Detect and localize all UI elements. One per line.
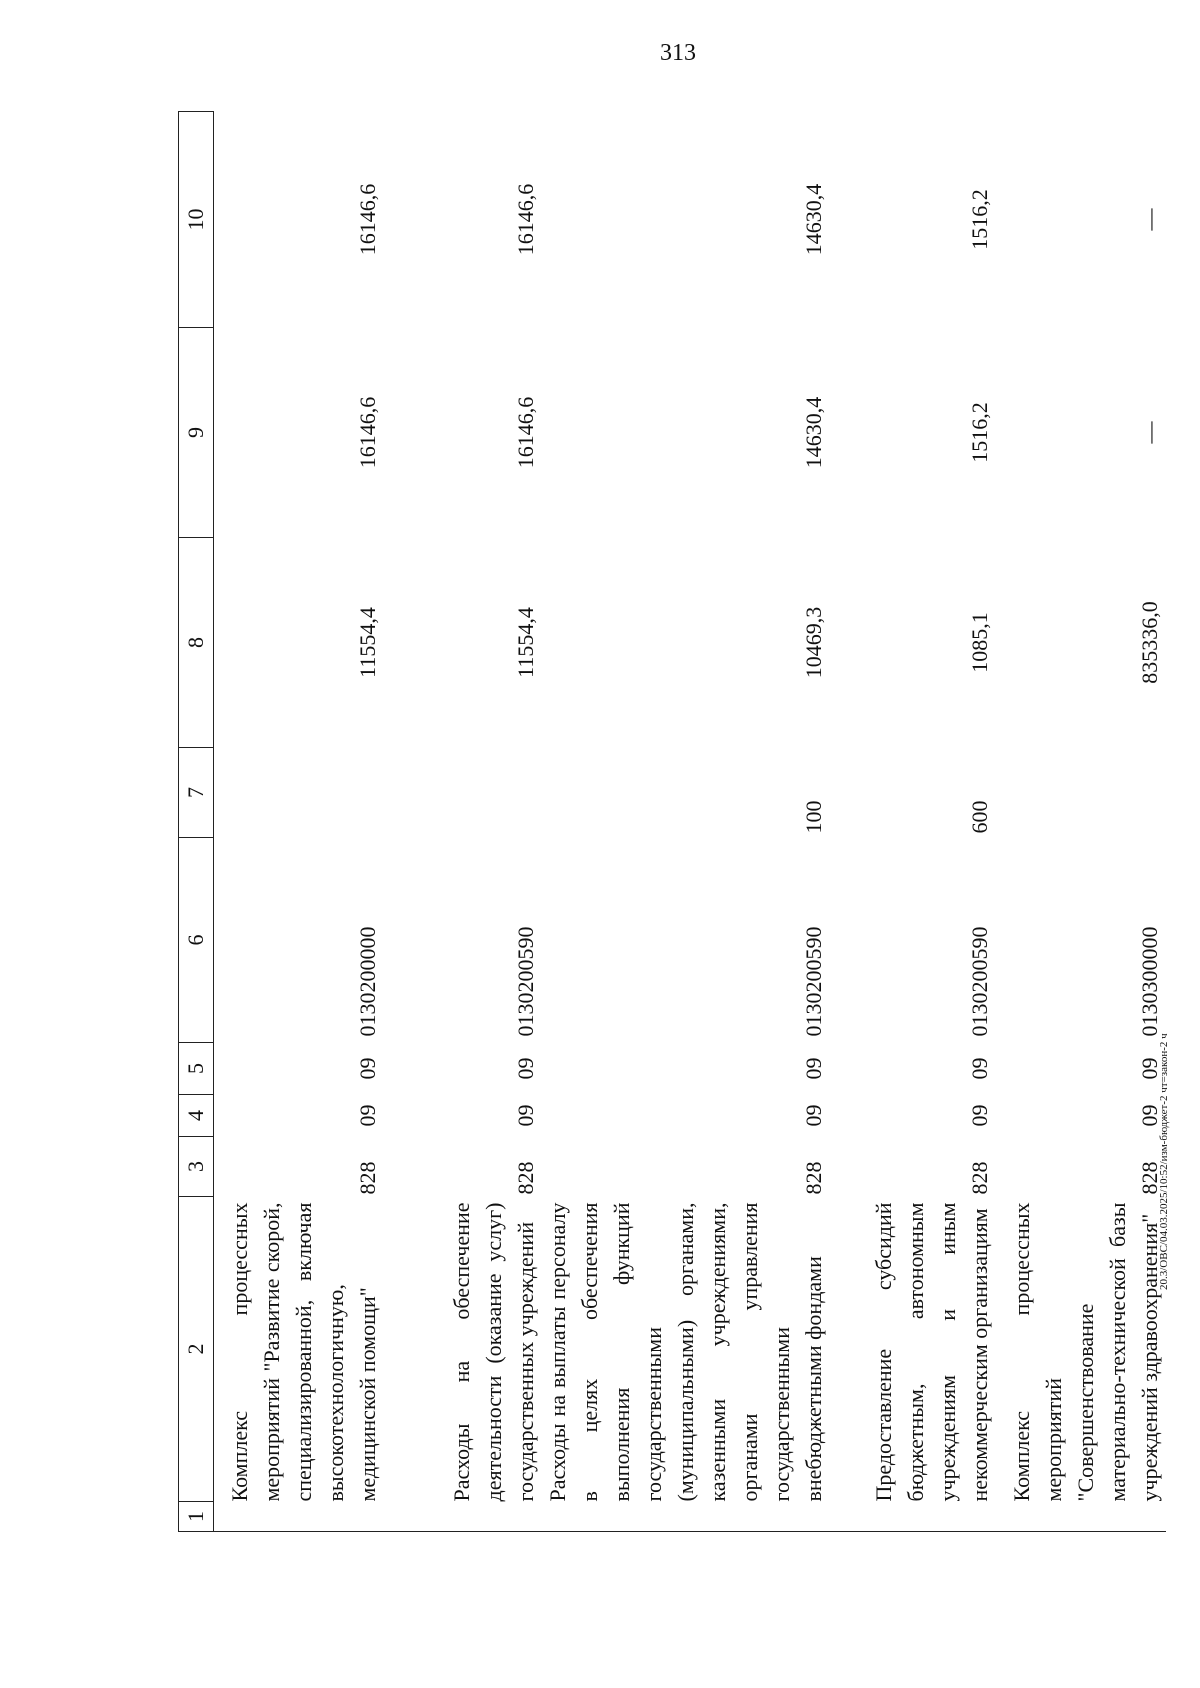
cell-col-10: —: [1136, 208, 1162, 231]
cell-name: Комплекс процессных мероприятий "Совершенствование материально-технической базы учреждений здравоохранения": [1008, 1202, 1162, 1502]
page-number: 313: [660, 40, 696, 66]
cell-col-4: 09: [354, 1104, 380, 1127]
cell-col-7: 100: [800, 800, 826, 834]
table-row: [384, 112, 542, 1532]
cell-col-7: [996, 748, 1166, 838]
cell-col-5: 09: [512, 1057, 538, 1080]
budget-table: [178, 111, 1166, 1532]
header-col-10: 10: [179, 112, 214, 328]
cell-col-10: 16146,6: [512, 183, 538, 256]
header-col-4: 4: [179, 1095, 214, 1137]
cell-col-7: [384, 748, 542, 838]
cell-col-4: 09: [512, 1104, 538, 1127]
cell-col-1: [996, 1502, 1166, 1532]
cell-name: Комплекс процессных мероприятий "Развитие скорой, специализированной, включая высокотехнологичную, медицинской помощи": [226, 1202, 380, 1502]
rotated-table-container: [178, 112, 1200, 1532]
header-col-7: 7: [179, 748, 214, 838]
cell-col-10: 14630,4: [800, 183, 826, 256]
cell-col-7: 600: [966, 800, 992, 834]
cell-col-10: 16146,6: [354, 183, 380, 256]
cell-col-8: 835336,0: [1136, 601, 1162, 684]
header-col-3: 3: [179, 1137, 214, 1197]
cell-col-5: 09: [966, 1057, 992, 1080]
table-row: [542, 112, 830, 1532]
cell-col-3: 828: [354, 1161, 380, 1195]
cell-col-6: 0130200000: [354, 926, 380, 1037]
cell-col-3: 828: [800, 1161, 826, 1195]
cell-col-6: 0130300000: [1136, 926, 1162, 1037]
cell-col-9: 16146,6: [512, 396, 538, 469]
header-col-6: 6: [179, 838, 214, 1043]
cell-name: Расходы на обеспечение деятельности (оказание услуг) государственных учреждений: [448, 1202, 538, 1502]
cell-col-6: 0130200590: [512, 926, 538, 1037]
cell-col-9: 14630,4: [800, 396, 826, 469]
cell-col-3: 828: [1136, 1161, 1162, 1195]
header-col-1: 1: [179, 1502, 214, 1532]
cell-col-1: [830, 1502, 996, 1532]
cell-col-7: [214, 748, 384, 838]
cell-col-1: [542, 1502, 830, 1532]
table-header-row: [179, 112, 214, 1532]
cell-col-8: 11554,4: [354, 607, 380, 678]
footer-document-code: 20.3/ОВС/04.03.2025/10:52/изм-бюджет-2 чт=закон-2 ч: [1158, 1033, 1170, 1290]
cell-col-3: 828: [512, 1161, 538, 1195]
cell-col-10: 1516,2: [966, 189, 992, 250]
cell-col-8: 1085,1: [966, 612, 992, 673]
cell-col-9: 16146,6: [354, 396, 380, 469]
cell-col-1: [214, 1502, 384, 1532]
cell-col-8: 11554,4: [512, 607, 538, 678]
table-row: [996, 112, 1166, 1532]
header-col-9: 9: [179, 328, 214, 538]
cell-col-5: 09: [1136, 1057, 1162, 1080]
table-row: [830, 112, 996, 1532]
cell-col-9: 1516,2: [966, 402, 992, 463]
cell-col-4: 09: [1136, 1104, 1162, 1127]
cell-col-5: 09: [354, 1057, 380, 1080]
header-col-8: 8: [179, 538, 214, 748]
cell-col-3: 828: [966, 1161, 992, 1195]
cell-name: Расходы на выплаты персоналу в целях обеспечения выполнения функций государственными (муниципальными) органами, казенными учреждениями, органами управления государственными внебюджетными фондами: [544, 1202, 826, 1502]
cell-col-1: [384, 1502, 542, 1532]
cell-col-6: 0130200590: [966, 926, 992, 1037]
header-col-5: 5: [179, 1043, 214, 1095]
cell-col-6: 0130200590: [800, 926, 826, 1037]
table-row: [214, 112, 384, 1532]
cell-col-4: 09: [966, 1104, 992, 1127]
header-col-2: 2: [179, 1197, 214, 1502]
cell-col-4: 09: [800, 1104, 826, 1127]
cell-name: Предоставление субсидий бюджетным, автономным учреждениям и иным некоммерческим организациям: [870, 1202, 992, 1502]
cell-col-8: 10469,3: [800, 606, 826, 679]
cell-col-9: —: [1136, 421, 1162, 444]
cell-col-5: 09: [800, 1057, 826, 1080]
